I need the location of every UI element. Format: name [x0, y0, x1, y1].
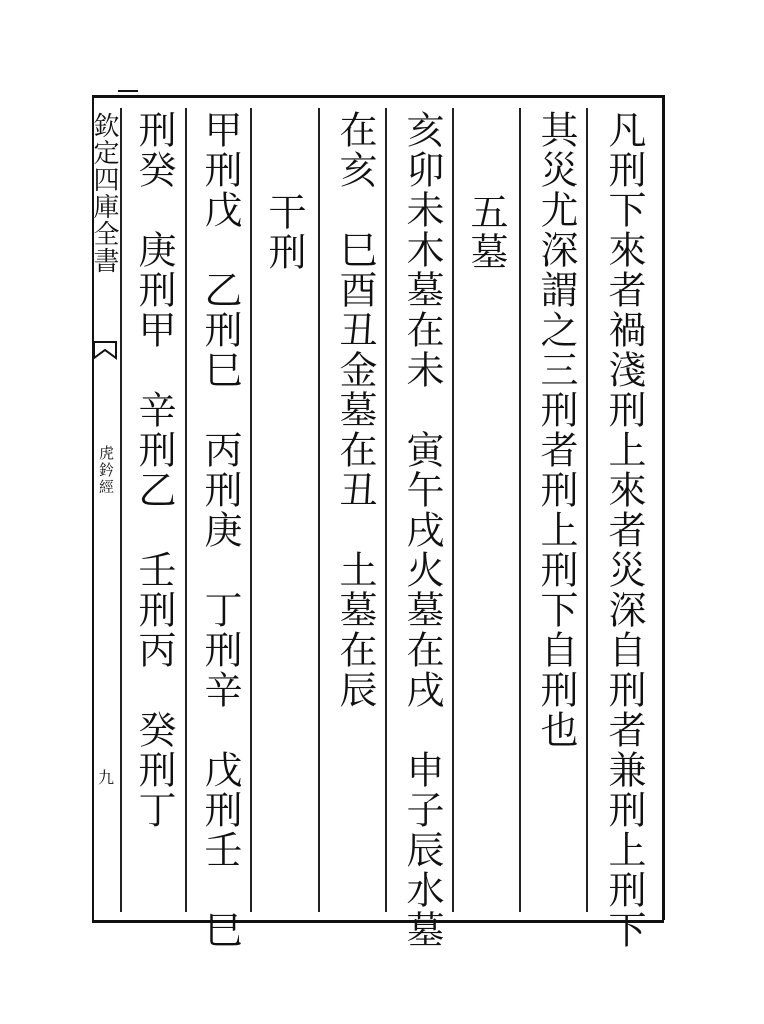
column-rule [318, 108, 320, 912]
column-rule [586, 108, 588, 912]
column-rule [519, 108, 521, 912]
text-column-6: 刑癸 庚刑甲 辛刑乙 壬刑丙 癸刑丁 [132, 110, 176, 830]
column-rule [385, 108, 387, 912]
book-title: 欽定四庫全書 [89, 112, 119, 274]
text-column-4: 在亥 巳酉丑金墓在丑 土墓在辰 [333, 110, 377, 710]
frame-right-border [662, 95, 665, 920]
chapter-title: 虎鈐經 [97, 445, 115, 496]
section-heading-wumu: 五墓 [464, 192, 508, 272]
column-rule [452, 108, 454, 912]
top-mark [118, 90, 138, 92]
section-heading-ganxing: 干刑 [262, 192, 306, 272]
column-rule [185, 108, 187, 912]
text-column-1: 凡刑下來者禍淺刑上來者災深自刑者兼刑上刑下 [602, 110, 646, 950]
page-frame [92, 95, 664, 923]
fish-tail-mark [92, 340, 118, 360]
text-column-3: 亥卯未木墓在未 寅午戌火墓在戌 申子辰水墓 [400, 110, 444, 950]
text-column-2: 其災尤深謂之三刑者刑上刑下自刑也 [534, 110, 578, 750]
column-rule [250, 108, 252, 912]
page-number: 九 [98, 768, 115, 787]
text-column-5: 甲刑戊 乙刑巳 丙刑庚 丁刑辛 戊刑壬 巳 [198, 110, 242, 950]
